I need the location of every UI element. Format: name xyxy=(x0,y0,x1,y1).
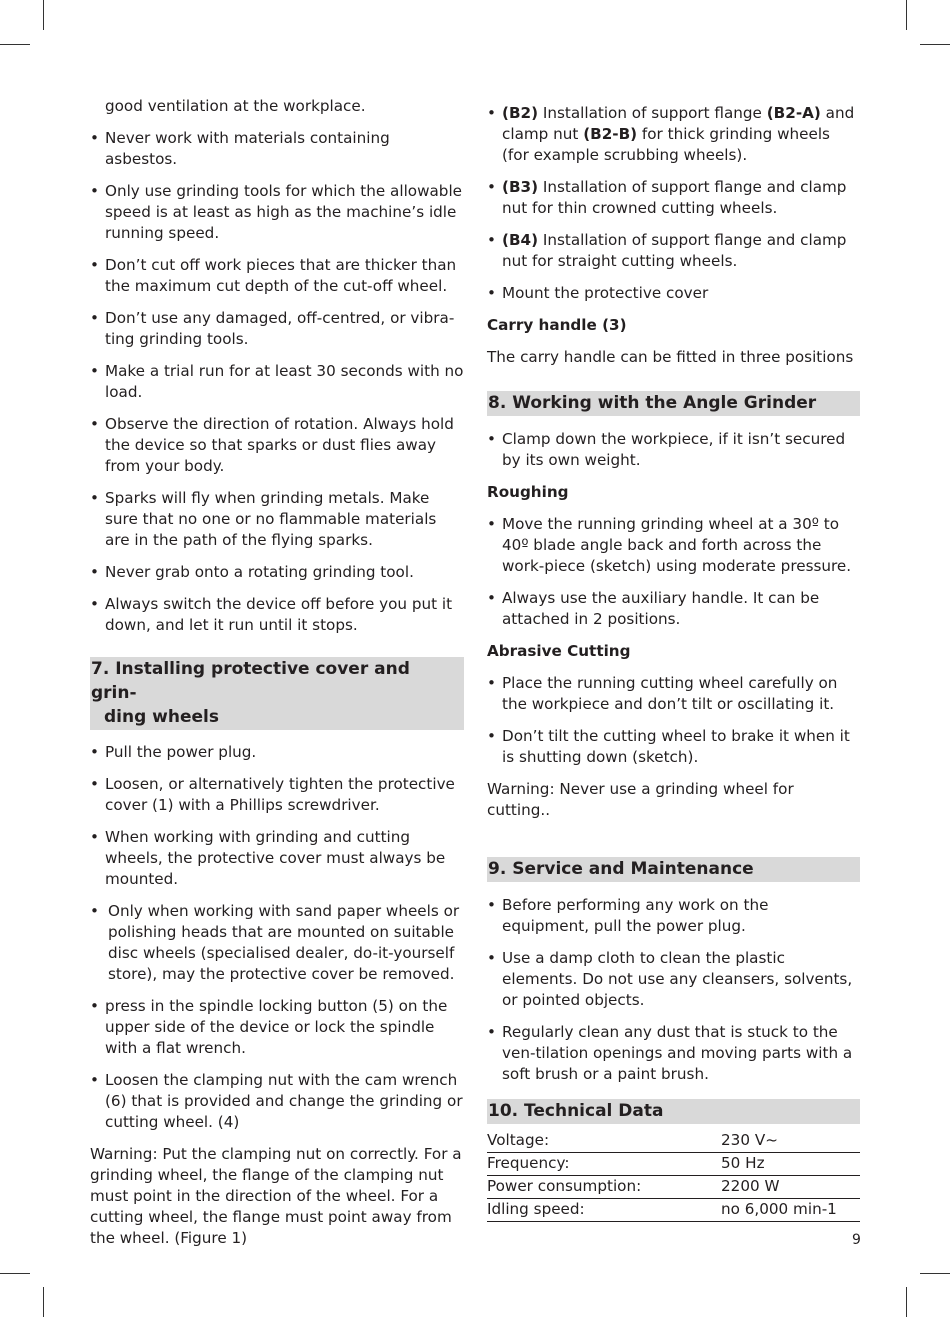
list-item: • Never work with materials containing asbestos. xyxy=(90,128,464,170)
table-row xyxy=(487,1199,860,1222)
list-item: • Make a trial run for at least 30 seconds with no load. xyxy=(90,361,464,403)
table-cell-value: 230 V~ xyxy=(721,1130,860,1153)
technical-data-table xyxy=(487,1130,860,1222)
list-item: • Don’t use any damaged, off-centred, or vibra-ting grinding tools. xyxy=(90,308,464,350)
list-item: • Mount the protective cover xyxy=(487,283,860,304)
list-item: • Loosen, or alternatively tighten the protective cover (1) with a Phillips screwdriver. xyxy=(90,774,464,816)
list-item: • Never grab onto a rotating grinding tool. xyxy=(90,562,464,583)
carry-handle-title: Carry handle (3) xyxy=(487,316,627,334)
list-item: • Always use the auxiliary handle. It can be attached in 2 positions. xyxy=(487,588,860,630)
table-row xyxy=(487,1153,860,1176)
section-7-title-line2: ding wheels xyxy=(104,707,219,727)
table-cell-value: 2200 W xyxy=(721,1176,860,1199)
list-item: • Only when working with sand paper wheels or polishing heads that are mounted on suitable disc wheels (specialised dealer, do-it-yourself store), may the protective cover be removed. xyxy=(90,901,464,985)
table-cell-label: Power consumption: xyxy=(487,1176,721,1199)
list-item: • Pull the power plug. xyxy=(90,742,464,763)
table-cell-label: Idling speed: xyxy=(487,1199,721,1222)
section-10-heading: 10. Technical Data xyxy=(487,1099,860,1124)
list-item: • Clamp down the workpiece, if it isn’t secured by its own weight. xyxy=(487,429,860,471)
section-8-warning: Warning: Never use a grinding wheel for cutting.. xyxy=(487,780,794,819)
list-item: • Before performing any work on the equipment, pull the power plug. xyxy=(487,895,860,937)
left-column xyxy=(90,96,464,1260)
list-item: • Use a damp cloth to clean the plastic elements. Do not use any cleansers, solvents, or pointed objects. xyxy=(487,948,860,1011)
table-row xyxy=(487,1130,860,1153)
list-item-b3: • (B3) Installation of support flange and clamp nut for thin crowned cutting wheels. xyxy=(487,177,860,219)
page-number: 9 xyxy=(852,1232,861,1248)
carry-handle-text: The carry handle can be fitted in three positions xyxy=(487,348,854,366)
list-item: • Regularly clean any dust that is stuck to the ven-tilation openings and moving parts with a soft brush or a paint brush. xyxy=(487,1022,860,1085)
section-7-warning: Warning: Put the clamping nut on correctly. For a grinding wheel, the flange of the clamping nut must point in the direction of the wheel. For a cutting wheel, the flange must point away from the wheel. (Figure 1) xyxy=(90,1145,462,1247)
table-cell-value: no 6,000 min-1 xyxy=(721,1199,860,1222)
list-item: • Move the running grinding wheel at a 30º to 40º blade angle back and forth across the work-piece (sketch) using moderate pressure. xyxy=(487,514,860,577)
intro-text: good ventilation at the workplace. xyxy=(105,97,366,115)
list-item: • Don’t cut off work pieces that are thicker than the maximum cut depth of the cut-off wheel. xyxy=(90,255,464,297)
list-item-b2: • (B2) Installation of support flange (B2-A) and clamp nut (B2-B) for thick grinding wheels (for example scrubbing wheels). xyxy=(487,103,860,166)
list-item: • Loosen the clamping nut with the cam wrench (6) that is provided and change the grinding or cutting wheel. (4) xyxy=(90,1070,464,1133)
list-item-b4: • (B4) Installation of support flange and clamp nut for straight cutting wheels. xyxy=(487,230,860,272)
table-cell-value: 50 Hz xyxy=(721,1153,860,1176)
list-item: • Sparks will fly when grinding metals. Make sure that no one or no flammable materials are in the path of the flying sparks. xyxy=(90,488,464,551)
list-item: • Observe the direction of rotation. Always hold the device so that sparks or dust flies away from your body. xyxy=(90,414,464,477)
abrasive-cutting-title: Abrasive Cutting xyxy=(487,642,631,660)
list-item: • Only use grinding tools for which the allowable speed is at least as high as the machine’s idle running speed. xyxy=(90,181,464,244)
list-item: • Don’t tilt the cutting wheel to brake it when it is shutting down (sketch). xyxy=(487,726,860,768)
section-7-title-line1: 7. Installing protective cover and grin- xyxy=(91,659,410,703)
table-row xyxy=(487,1176,860,1199)
roughing-title: Roughing xyxy=(487,483,569,501)
list-item: • When working with grinding and cutting wheels, the protective cover must always be mounted. xyxy=(90,827,464,890)
section-9-heading: 9. Service and Maintenance xyxy=(487,857,860,882)
section-7-heading xyxy=(90,657,464,730)
table-cell-label: Frequency: xyxy=(487,1153,721,1176)
list-item: • Always switch the device off before you put it down, and let it run until it stops. xyxy=(90,594,464,636)
table-cell-label: Voltage: xyxy=(487,1130,721,1153)
list-item: • press in the spindle locking button (5) on the upper side of the device or lock the spindle with a flat wrench. xyxy=(90,996,464,1059)
section-8-heading: 8. Working with the Angle Grinder xyxy=(487,391,860,416)
right-column xyxy=(487,103,860,1222)
list-item: • Place the running cutting wheel carefully on the workpiece and don’t tilt or oscillating it. xyxy=(487,673,860,715)
